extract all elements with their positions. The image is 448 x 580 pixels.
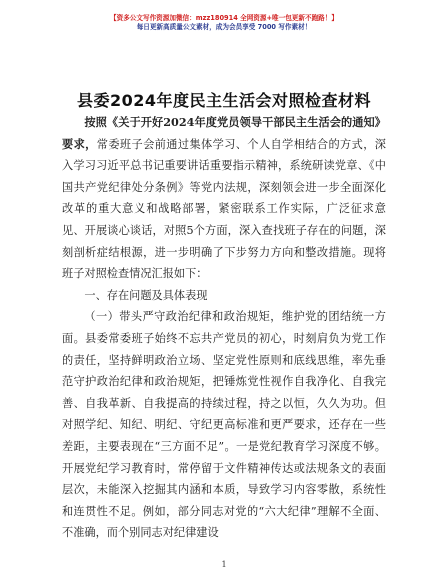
intro-paragraph <box>62 112 386 285</box>
section-heading: 一、存在问题及具体表现 <box>84 288 208 302</box>
promo-line-2: 每日更新高质量公文素材，成为会员享受 7000 写作素材！ <box>136 23 312 31</box>
promo-banner <box>0 14 448 32</box>
page-number: 1 <box>221 560 227 569</box>
intro-text: 常委班子会前通过集体学习、个人自学相结合的方式，深入学习习近平总书记重要讲话重要指示精神，系统研读党章、《中国共产党纪律处分条例》等党内法规，深刻领会进一步全面深化改革的重大意义和战略部署，紧密联系工作实际，广泛征求意见、开展谈心谈话，对照5个方面，深入查找班子存在的问题，深刻剖析症结根源，进一步明确了下步努力方向和整改措施。现将班子对照检查情况汇报如下： <box>62 137 386 281</box>
promo-line-1: 【资多公文写作资源加微信：mzz180914 全网资源+唯一包更新不跑路！】 <box>110 14 338 22</box>
document-body <box>62 112 386 544</box>
point-paragraph: （一）带头严守政治纪律和政治规矩，维护党的团结统一方面。县委常委班子始终不忘共产党员的初心，时刻肩负为党工作的责任，坚持鲜明政治立场、坚定党性原则和底线思维，率先垂范守护政治纪律和政治规矩，把锤炼党性视作自我净化、自我完善、自我革新、自我提高的持续过程，持之以恒，久久为功。但对照学纪、知纪、明纪、守纪更高标准和更严要求，还存在一些差距，主要表现在“三方面不足”。一是党纪教育学习深度不够。开展党纪学习教育时，常停留于文件精神传达或法规条文的表面层次，未能深入挖掘其内涵和本质，导致学习内容零散，系统性和连贯性不足。例如，部分同志对党的“六大纪律”理解不全面、不准确，而个别同志对纪律建设 <box>62 310 386 540</box>
document-title: 县委2024年度民主生活会对照检查材料 <box>76 91 372 110</box>
intro-lead: 按照《关于开好2024年度党员领导干部民主生活会的通知》要求， <box>62 115 386 151</box>
